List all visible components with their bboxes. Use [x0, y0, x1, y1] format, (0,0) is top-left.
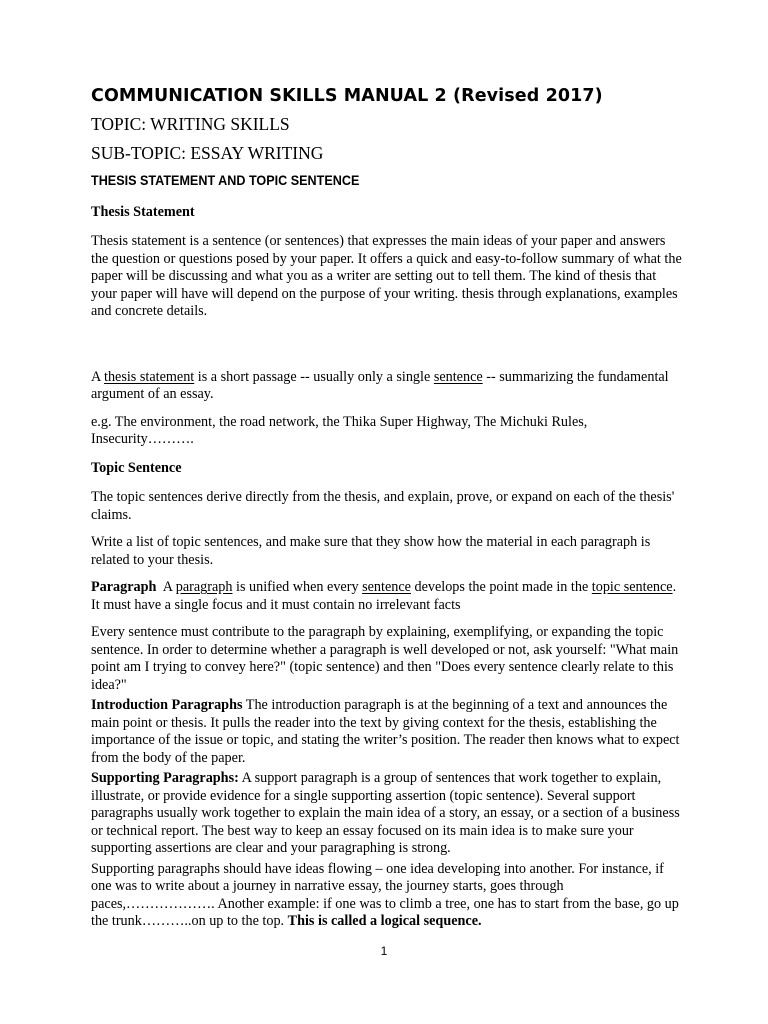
thesis-definition-paragraph: Thesis statement is a sentence (or sentences) that expresses the main ideas of your paper and answers the question or questions posed by your paper. It offers a quick and easy-to-follow summary of what the paper will be discussing and what you as a writer are setting out to tell them. The kind of thesis that your paper will have will depend on the purpose of your writing. thesis through explanations, examples and concrete details. — [91, 233, 682, 320]
topic-sentence-link[interactable]: topic sentence — [591, 579, 673, 596]
paragraph-label: Paragraph — [91, 579, 157, 596]
topic-sentence-heading: Topic Sentence — [91, 459, 182, 476]
section-heading: THESIS STATEMENT AND TOPIC SENTENCE — [91, 171, 360, 188]
page-number: 1 — [380, 944, 388, 958]
thesis-summary-paragraph: A thesis statement is a short passage -- usually only a single sentence -- summarizing the fundamental argument of an essay. — [91, 368, 669, 403]
paragraph-definition: Paragraph A paragraph is unified when every sentence develops the point made in the topic sentence. It must have a single focus and it must contain no irrelevant facts — [91, 579, 677, 613]
topic-sentence-paragraph-2: Write a list of topic sentences, and make sure that they show how the material in each paragraph is related to your thesis. — [91, 534, 651, 568]
paragraph-link[interactable]: paragraph — [175, 579, 233, 596]
logical-sequence-paragraph: Supporting paragraphs should have ideas flowing – one idea developing into another. For instance, if one was to write about a journey in narrative essay, the journey starts, goes through paces,………………. Another example: if one was to climb a tree, one has to start from the base, go up the trunk………..on up to the top. This is called a logical sequence. — [91, 860, 679, 930]
document-page — [91, 86, 683, 934]
sentence-link[interactable]: sentence — [433, 368, 483, 385]
thesis-example-paragraph: e.g. The environment, the road network, the Thika Super Highway, The Michuki Rules, Insecurity………. — [91, 413, 588, 448]
document-title: COMMUNICATION SKILLS MANUAL 2 (Revised 2017) — [91, 86, 603, 106]
topic-sentence-paragraph-1: The topic sentences derive directly from the thesis, and explain, prove, or expand on each of the thesis' claims. — [91, 489, 675, 523]
supporting-label: Supporting Paragraphs: — [91, 770, 239, 787]
sentence-link-2[interactable]: sentence — [362, 579, 411, 596]
introduction-label: Introduction Paragraphs — [91, 697, 243, 714]
logical-sequence-emphasis: This is called a logical sequence. — [287, 913, 482, 930]
topic-heading: TOPIC: WRITING SKILLS — [91, 114, 290, 134]
introduction-paragraphs: Introduction Paragraphs The introduction paragraph is at the beginning of a text and announces the main point or thesis. It pulls the reader into the text by giving context for the thesis, establishing the importance of the issue or topic, and stating the writer’s position. The reader then knows what to expect from the body of the paper. — [91, 697, 680, 766]
subtopic-heading: SUB-TOPIC: ESSAY WRITING — [91, 142, 324, 163]
thesis-statement-heading: Thesis Statement — [91, 203, 195, 220]
every-sentence-paragraph: Every sentence must contribute to the paragraph by explaining, exemplifying, or expanding the topic sentence. In order to determine whether a paragraph is well developed or not, ask yourself: "What main point am I trying to convey here?" (topic sentence) and then "Does every sentence clearly relate to this idea?" — [91, 624, 679, 693]
thesis-statement-link[interactable]: thesis statement — [104, 368, 195, 385]
supporting-paragraphs: Supporting Paragraphs: A support paragraph is a group of sentences that work together to explain, illustrate, or provide evidence for a single supporting assertion (topic sentence). Several support paragraphs usually work together to explain the main idea of a story, an essay, or a section of a business or technical report. The best way to keep an essay focused on its main idea is to make sure your supporting assertions are clear and your paragraphing is strong. — [91, 770, 680, 857]
blank-space — [91, 331, 683, 369]
